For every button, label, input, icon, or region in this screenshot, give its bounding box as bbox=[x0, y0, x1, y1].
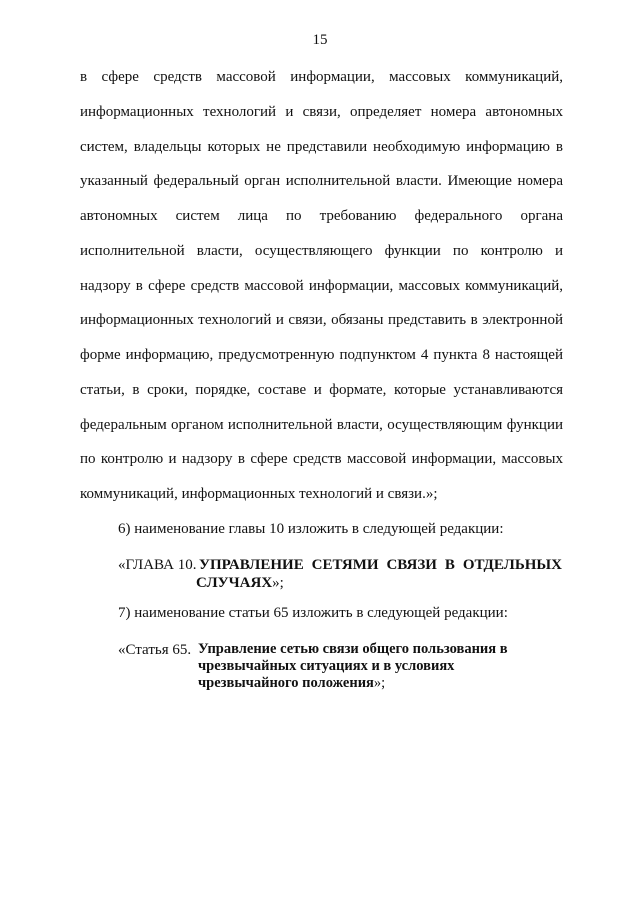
body-line: надзору в сфере средств массовой информации, массовых коммуникаций, bbox=[80, 277, 563, 294]
amendment-item-6: 6) наименование главы 10 изложить в следующей редакции: bbox=[118, 521, 504, 537]
body-line: коммуникаций, информационных технологий и связи.»; bbox=[80, 486, 438, 502]
chapter-heading-title-line: УПРАВЛЕНИЕ СЕТЯМИ СВЯЗИ В ОТДЕЛЬНЫХ bbox=[199, 557, 562, 573]
body-line: систем, владельцы которых не представили необходимую информацию в bbox=[80, 138, 563, 155]
article-heading-title-line bbox=[198, 675, 508, 692]
article-heading-title-line: чрезвычайных ситуациях и в условиях bbox=[198, 658, 455, 674]
body-line: по контролю и надзору в сфере средств массовой информации, массовых bbox=[80, 451, 563, 468]
body-line: указанный федеральный орган исполнительной власти. Имеющие номера bbox=[80, 173, 563, 190]
body-line: в сфере средств массовой информации, массовых коммуникаций, bbox=[80, 69, 563, 85]
chapter-heading-title-end: СЛУЧАЯХ bbox=[196, 575, 273, 591]
body-line: информационных технологий и связи, обязаны представить в электронной bbox=[80, 312, 563, 329]
article-heading-prefix: «Статья 65. bbox=[118, 642, 192, 658]
body-line: федеральным органом исполнительной власти, осуществляющим функции bbox=[80, 416, 563, 433]
amendment-item-7: 7) наименование статьи 65 изложить в следующей редакции: bbox=[118, 605, 508, 621]
body-line: форме информацию, предусмотренную подпунктом 4 пункта 8 настоящей bbox=[80, 347, 563, 363]
article-heading-title-line: Управление сетью связи общего пользования в bbox=[198, 641, 508, 657]
body-line: исполнительной власти, осуществляющего функции по контролю и bbox=[80, 242, 563, 259]
chapter-heading-suffix: »; bbox=[272, 575, 284, 591]
body-line: информационных технологий и связи, определяет номера автономных bbox=[80, 103, 563, 120]
article-heading-title-end: чрезвычайного положения bbox=[198, 675, 374, 691]
article-heading-title bbox=[198, 641, 508, 692]
body-line: автономных систем лица по требованию федерального органа bbox=[80, 208, 563, 224]
body-paragraph bbox=[80, 60, 563, 512]
body-line: статьи, в сроки, порядке, составе и формате, которые устанавливаются bbox=[80, 381, 563, 398]
chapter-heading-prefix: «ГЛАВА 10. bbox=[118, 557, 197, 573]
article-heading-suffix: »; bbox=[373, 675, 386, 691]
chapter-heading-title-line bbox=[196, 574, 284, 592]
page-number: 15 bbox=[312, 32, 328, 48]
